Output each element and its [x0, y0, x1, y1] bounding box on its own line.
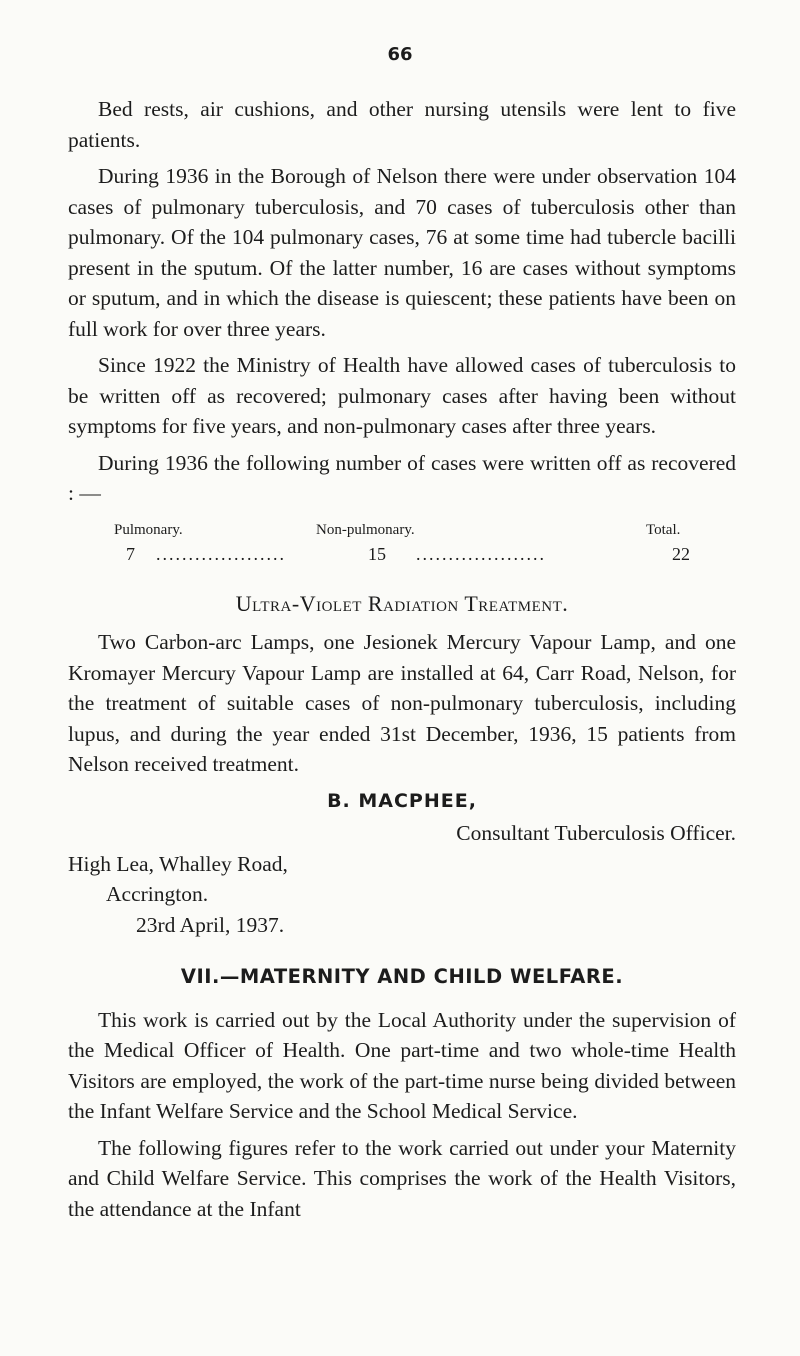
- table-leader-dots-2: ....................: [416, 543, 546, 564]
- paragraph-following-figures: The following figures refer to the work carried out under your Maternity and Child Welfare Service. This comprises the work of the Health Visitors, the attendance at the Infant: [68, 1135, 736, 1221]
- address-line-1: High Lea, Whalley Road,: [68, 851, 288, 876]
- table-header-total: Total.: [646, 521, 681, 538]
- paragraph-observation-1936: During 1936 in the Borough of Nelson there were under observation 104 cases of pulmonary tuberculosis, and 70 cases of tuberculosis other than pulmonary. Of the 104 pulmonary cases, 76 at some time had tubercle bacilli present in the sputum. Of the latter number, 16 are cases without symptoms or sputum, and in which the disease is quiescent; these patients have been on full work for over three years.: [68, 164, 736, 341]
- signature-name: B. MACPHEE,: [327, 789, 477, 812]
- paragraph-nursing-utensils: Bed rests, air cushions, and other nursing utensils were lent to five patients.: [68, 97, 736, 152]
- table-leader-dots-1: ....................: [156, 543, 286, 564]
- table-value-non-pulmonary: 15: [368, 543, 386, 564]
- table-header-pulmonary: Pulmonary.: [114, 521, 183, 538]
- section-heading-ultra-violet: Ultra-Violet Radiation Treatment.: [235, 590, 569, 616]
- page-body: [68, 94, 736, 1230]
- paragraph-written-off: During 1936 the following number of cases were written off as recovered : —: [68, 450, 736, 505]
- table-header-non-pulmonary: Non-pulmonary.: [316, 521, 415, 538]
- page-number: 66: [387, 44, 413, 65]
- table-value-pulmonary: 7: [126, 543, 135, 564]
- paragraph-local-authority: This work is carried out by the Local Authority under the supervision of the Medical Officer of Health. One part-time and two whole-time Health Visitors are employed, the work of the part-time nurse being divided between the Infant Welfare Service and the School Medical Service.: [68, 1007, 736, 1123]
- signature-title: Consultant Tuberculosis Officer.: [456, 821, 736, 845]
- section-heading-maternity: VII.—MATERNITY AND CHILD WELFARE.: [180, 965, 624, 988]
- recovered-cases-table: [68, 515, 736, 575]
- address-line-2: Accrington.: [106, 882, 209, 906]
- signature-date: 23rd April, 1937.: [136, 912, 285, 937]
- paragraph-lamps: Two Carbon-arc Lamps, one Jesionek Mercury Vapour Lamp, and one Kromayer Mercury Vapour Lamp are installed at 64, Carr Road, Nelson, for the treatment of suitable cases of non-pulmonary tuberculosis, including lupus, and during the year ended 31st December, 1936, 15 patients from Nelson received treatment.: [68, 630, 736, 776]
- table-value-total: 22: [672, 543, 690, 564]
- paragraph-ministry-1922: Since 1922 the Ministry of Health have allowed cases of tuberculosis to be written off as recovered; pulmonary cases after having been without symptoms for five years, and non-pulmonary cases after three years.: [68, 353, 736, 438]
